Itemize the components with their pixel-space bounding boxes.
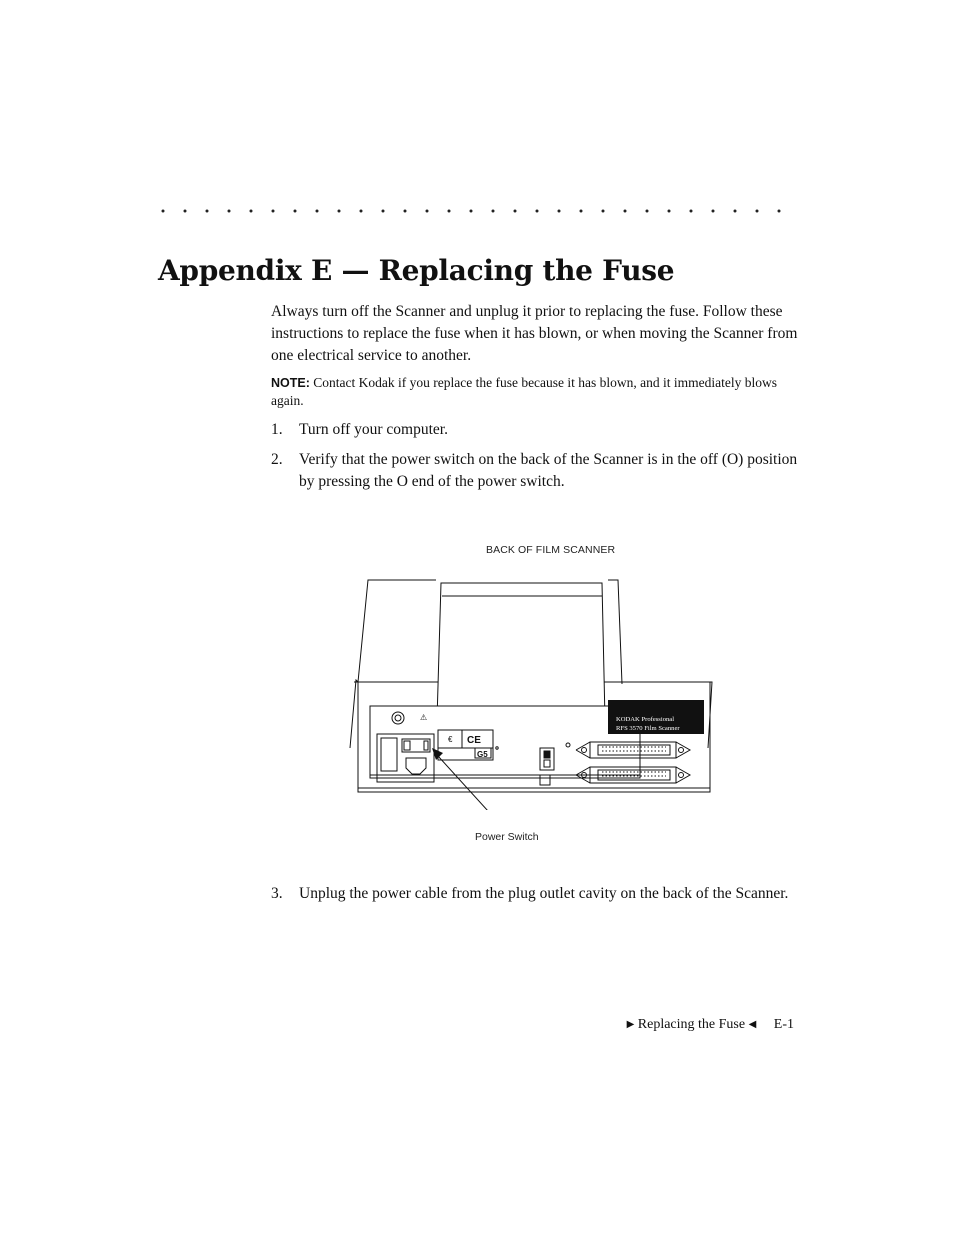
scanner-back-diagram [340,570,720,810]
step-1 [271,419,801,441]
step-2 [271,449,801,493]
note-label: NOTE: [271,376,310,390]
svg-text:CE: CE [467,735,481,746]
dotted-rule [160,203,800,215]
step-text: Unplug the power cable from the plug outlet cavity on the back of the Scanner. [299,885,789,902]
note [271,374,791,410]
step-3 [271,883,801,905]
svg-text:⚠: ⚠ [420,713,428,722]
page-title: Appendix E — Replacing the Fuse [158,254,675,287]
page-footer [627,1017,794,1033]
note-text: Contact Kodak if you replace the fuse because it has blown, and it immediately blows again. [271,375,778,408]
triangle-left-icon: ◀ [748,1019,757,1030]
step-text: Verify that the power switch on the back of the Scanner is in the off (O) position by pressing the O end of the power switch. [299,451,798,490]
page-number: E-1 [773,1017,794,1032]
power-switch-callout: Power Switch [475,831,539,843]
footer-section-label: Replacing the Fuse [637,1017,746,1032]
triangle-right-icon: ▶ [626,1019,635,1030]
step-number: 1. [271,421,283,438]
figure-caption: BACK OF FILM SCANNER [486,544,616,556]
step-number: 3. [271,885,283,902]
step-text: Turn off your computer. [299,421,448,438]
step-number: 2. [271,451,283,468]
svg-text:€: € [448,735,453,744]
badge-line1: KODAK Professional [616,716,675,723]
intro-paragraph: Always turn off the Scanner and unplug it prior to replacing the fuse. Follow these instructions to replace the fuse when it has blown, or when moving the Scanner from one electrical service to another. [271,303,798,364]
svg-text:G5: G5 [477,750,488,759]
badge-line2: RFS 3570 Film Scanner [616,725,680,732]
